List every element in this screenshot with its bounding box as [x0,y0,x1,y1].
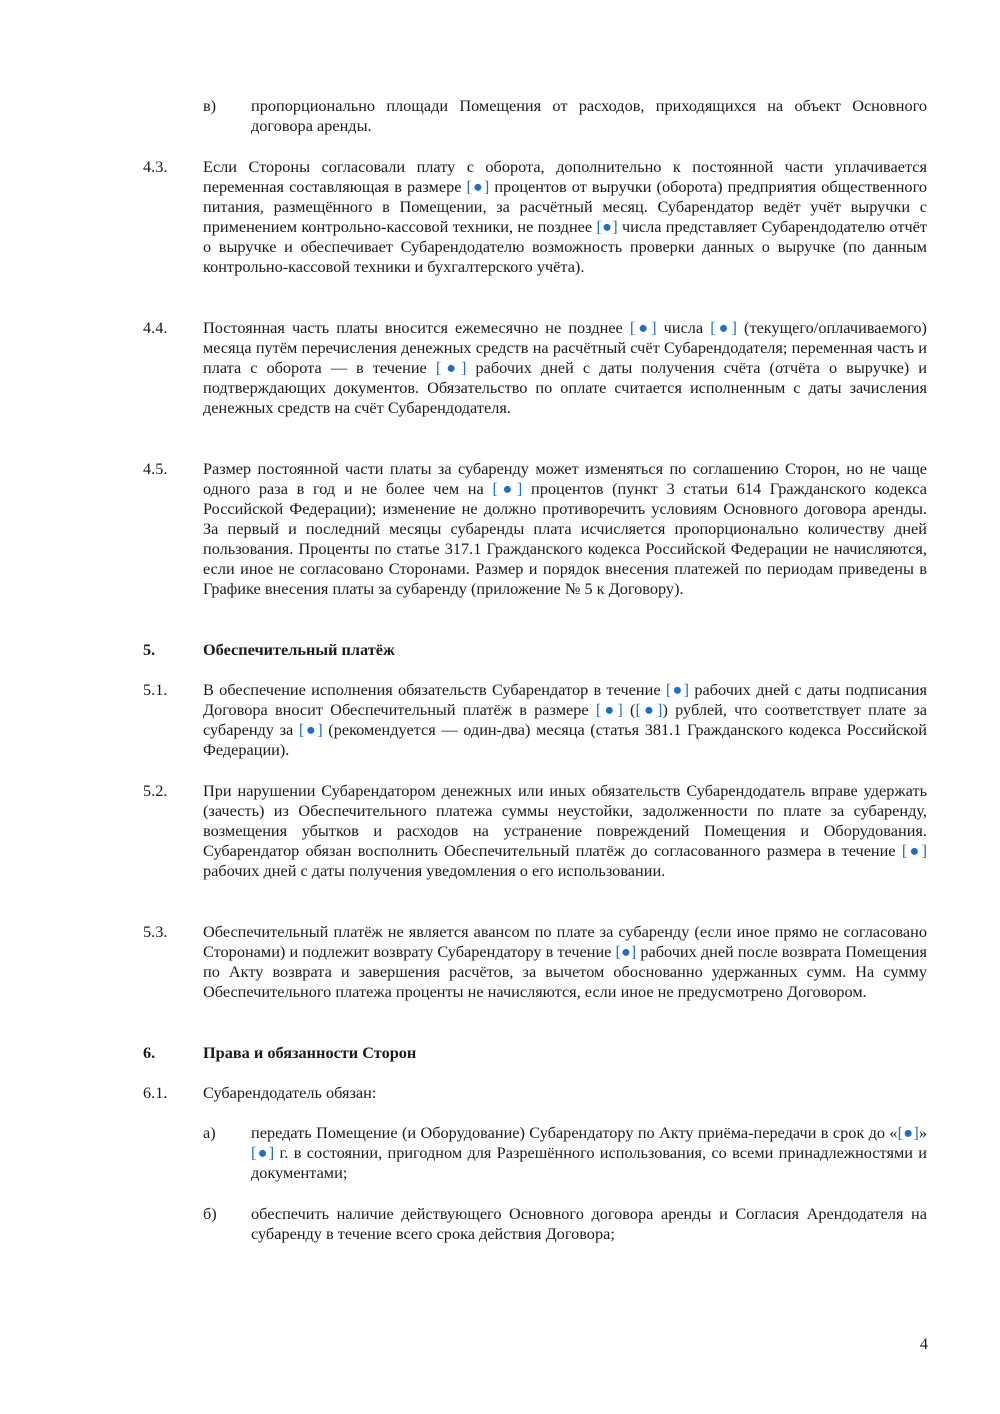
clause-number: а) [203,1123,216,1142]
placeholder: [●] [435,358,467,377]
placeholder: [●] [629,318,657,337]
clause-number: 4.4. [143,318,168,337]
clause-number: 5.3. [143,922,168,941]
placeholder: [●] [665,680,690,699]
clause-number: 6.1. [143,1083,168,1102]
placeholder: [●] [596,217,618,236]
clause-text: При нарушении Субарендатором денежных или иных обязательств Субарендодатель вправе удержать (зачесть) из Обеспечительного платежа суммы неустойки, задолженности по плате за субаренду, возмещения убытков и расходов на устранение повреждений Помещения и Оборудования. Субарендатор обязан восполнить Обеспечительный платёж до согласованного размера в течение [●] рабочих дней с даты получения уведомления о его использовании. [203,781,928,880]
placeholder: [●] [251,1143,275,1162]
placeholder: [●] [901,841,928,860]
placeholder: [●] [595,700,623,719]
clause-text: Субарендодатель обязан: [203,1083,377,1102]
section-title: Права и обязанности Сторон [203,1043,417,1062]
clause-text: Постоянная часть платы вносится ежемесячно не позднее [●] числа [●] (текущего/оплачиваемого) месяца путём перечисления денежных средств на расчётный счёт Субарендодателя; переменная часть и плата с оборота — в течение [●] рабочих дней с даты получения счёта (отчёта о выручке) и подтверждающих документов. Обязательство по оплате считается исполненным с даты зачисления денежных средств на счёт Субарендодателя. [203,318,927,417]
section-number: 6. [143,1043,156,1062]
clause-number: 5.2. [143,781,168,800]
clause-text: обеспечить наличие действующего Основного договора аренды и Согласия Арендодателя на субаренду в течение всего срока действия Договора; [251,1204,927,1243]
clause-number: в) [203,96,217,115]
clause-number: 4.5. [143,459,168,478]
clause-number: 5.1. [143,680,168,699]
placeholder: [●] [492,479,523,498]
clause-text: передать Помещение (и Оборудование) Субарендатору по Акту приёма-передачи в срок до «[●]» [●] г. в состоянии, пригодном для Разрешённого использования, со всеми принадлежностями и документами; [251,1123,927,1182]
section-title: Обеспечительный платёж [203,640,395,659]
clause-text: пропорционально площади Помещения от расходов, приходящихся на объект Основного договора аренды. [251,96,927,135]
placeholder: [●] [298,720,323,739]
page-number: 4 [919,1334,928,1353]
clause-text: Обеспечительный платёж не является авансом по плате за субаренду (если иное прямо не согласовано Сторонами) и подлежит возврату Субарендатору в течение [●] рабочих дней после возврата Помещения по Акту возврата и завершения расчётов, за вычетом обоснованно удержанных сумм. На сумму Обеспечительного платежа проценты не начисляются, если иное не предусмотрено Договором. [203,922,928,1001]
placeholder: [●] [897,1123,919,1142]
clause-number: б) [203,1204,217,1223]
placeholder: [●] [710,318,737,337]
section-number: 5. [143,640,156,659]
clause-text: Размер постоянной части платы за субаренду может изменяться по соглашению Сторон, но не чаще одного раза в год и не более чем на [●] процентов (пункт 3 статьи 614 Гражданского кодекса Российской Федерации); изменение не должно противоречить условиям Основного договора аренды. За первый и последний месяцы субаренды плата исчисляется пропорционально количеству дней пользования. Проценты по статье 317.1 Гражданского кодекса Российской Федерации не начисляются, если иное не согласовано Сторонами. Размер и порядок внесения платежей по периодам приведены в Графике внесения платы за субаренду (приложение № 5 к Договору). [203,459,928,598]
placeholder: [●] [635,700,663,719]
clause-text: Если Стороны согласовали плату с оборота, дополнительно к постоянной части уплачивается переменная составляющая в размере [●] процентов от выручки (оборота) предприятия общественного питания, размещённого в Помещении, за расчётный месяц. Субарендатор ведёт учёт выручки с применением контрольно-кассовой техники, не позднее [●] числа представляет Субарендодателю отчёт о выручке и обеспечивает Субарендодателю возможность проверки данных о выручке (по данным контрольно-кассовой техники и бухгалтерского учёта). [203,157,927,276]
clause-number: 4.3. [143,157,168,176]
clause-text: В обеспечение исполнения обязательств Субарендатор в течение [●] рабочих дней с даты подписания Договора вносит Обеспечительный платёж в размере [●] ([●]) рублей, что соответствует плате за субаренду за [●] (рекомендуется — один-два) месяца (статья 381.1 Гражданского кодекса Российской Федерации). [203,680,927,759]
placeholder: [●] [466,177,490,196]
placeholder: [●] [615,942,637,961]
